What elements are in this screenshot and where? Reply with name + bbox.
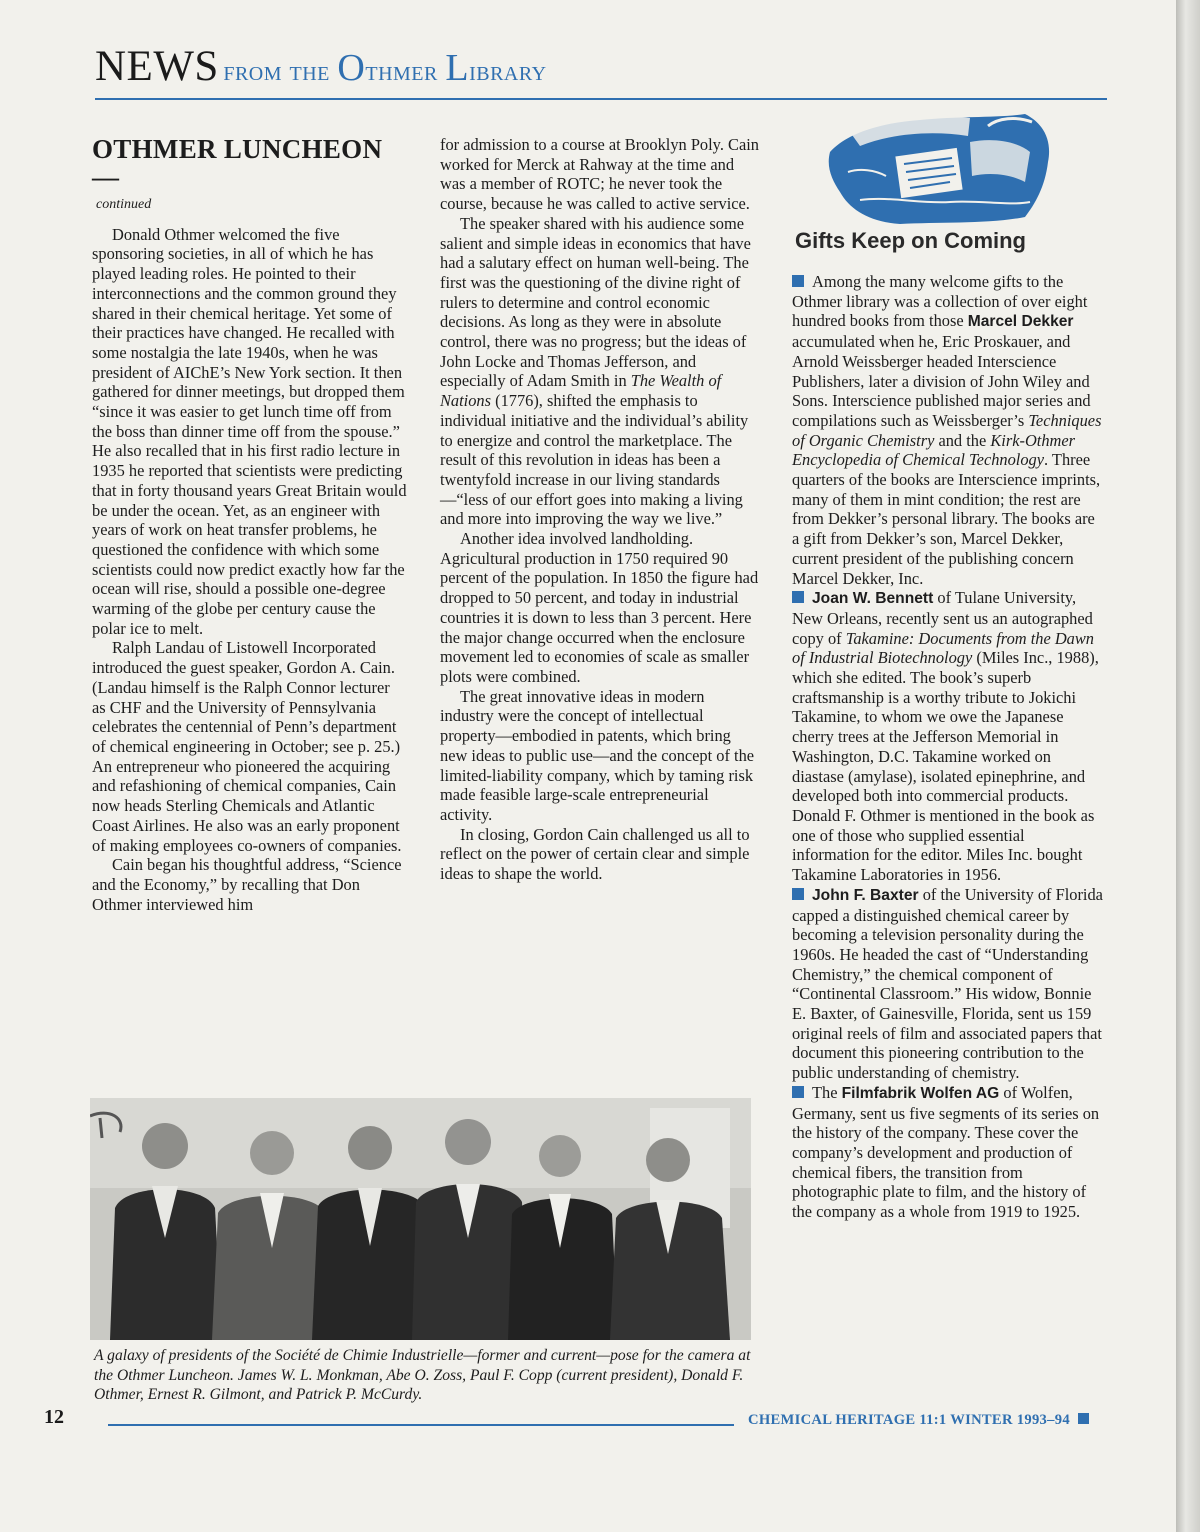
article-paragraph: The speaker shared with his audience some salient and simple ideas in economics that have had a salutary effect on human well-being. The first was the questioning of the divine right of rulers to determine and control economic decisions. As long as they were in absolute control, there was no progress; but the ideas of John Locke and Thomas Jefferson, and especially of Adam Smith in The Wealth of Nations (1776), shifted the emphasis to individual initiative and the individual’s ability to energize and control the marketplace. The result of this revolution in ideas has been a twentyfold increase in our living standards—“less of our effort goes into making a living and more into improving the way we live.” — [440, 213, 751, 529]
gift-item: The Filmfabrik Wolfen AG of Wolfen, Germany, sent us five segments of its series on the history of the company. These cover the company’s development and production of chemical fibers, the transition from photographic plate to film, and the history of the company as a whole from 1919 to 1925. — [792, 1082, 1100, 1222]
photo-caption: A galaxy of presidents of the Société de Chimie Industrielle—former and current—pose for the camera at the Othmer Luncheon. James W. L. Monkman, Abe O. Zoss, Paul F. Copp (current president), Donald F. Othmer, Ernest R. Gilmont, and Patrick P. McCurdy. — [94, 1347, 751, 1404]
book-title: Techniques of Organic Chemistry — [792, 410, 1102, 450]
article-title: OTHMER LUNCHEON— — [92, 134, 383, 192]
book-title: The Wealth of Nations — [440, 371, 722, 411]
page-number: 12 — [44, 1406, 64, 1428]
masthead-rule — [95, 98, 1107, 100]
bullet-square-icon — [792, 888, 804, 900]
article-paragraph: Cain began his thoughtful address, “Science and the Economy,” by recalling that Don Othmer interviewed him — [92, 855, 402, 914]
publication-footer: CHEMICAL HERITAGE 11:1 WINTER 1993–94 — [748, 1412, 1089, 1429]
donor-name: John F. Baxter — [812, 886, 919, 904]
book-title: Kirk-Othmer Encyclopedia of Chemical Technology — [792, 430, 1076, 470]
group-photo — [90, 1098, 751, 1340]
binding-edge — [1176, 0, 1200, 1532]
bullet-square-icon — [1078, 1413, 1089, 1424]
article-paragraph: The great innovative ideas in modern industry were the concept of intellectual property—embodied in patents, which bring new ideas to public use—and the concept of the limited-liability company, which by taming risk made feasible large-scale entrepreneurial activity. — [440, 686, 755, 824]
gift-item: Among the many welcome gifts to the Othmer library was a collection of over eight hundred books from those Marcel Dekker accumulated when he, Eric Proskauer, and Arnold Weissberger headed Interscience Publishers, later a division of John Wiley and Sons. Interscience published major series and compilations such as Weissberger’s Techniques of Organic Chemistry and the Kirk-Othmer Encyclopedia of Chemical Technology. Three quarters of the books are Interscience imprints, many of them in mint condition; the rest are from Dekker’s personal library. The books are a gift from Dekker’s son, Marcel Dekker, current president of the publishing concern Marcel Dekker, Inc. — [792, 272, 1102, 588]
article-paragraph: In closing, Gordon Cain challenged us all to reflect on the power of certain clear and simple ideas to shape the world. — [440, 824, 750, 884]
books-illustration — [820, 112, 1060, 227]
gift-item: Joan W. Bennett of Tulane University, New Orleans, recently sent us an autographed copy of Takamine: Documents from the Dawn of Industrial Biotechnology (Miles Inc., 1988), which she edited. The book’s superb craftsmanship is a worthy tribute to Jokichi Takamine, to whom we owe the Japanese cherry trees at the Jefferson Memorial in Washington, D.C. Takamine worked on diastase (amylase), isolated epinephrine, and developed both into commercial products. Donald F. Othmer is mentioned in the book as one of those who supplied essential information for the editor. Miles Inc. bought Takamine Laboratories in 1956. — [792, 588, 1099, 885]
article-paragraph: Ralph Landau of Listowell Incorporated introduced the guest speaker, Gordon A. Cain. (Landau himself is the Ralph Connor lecturer as CHF and the University of Pennsylvania celebrates the centennial of Penn’s department of chemical engineering in October; see p. 25.) An entrepreneur who pioneered the acquiring and refashioning of chemical companies, Cain now heads Sterling Chemicals and Atlantic Coast Airlines. He also was an early proponent of making employees co-owners of companies. — [92, 638, 402, 855]
article-paragraph: for admission to a course at Brooklyn Poly. Cain worked for Merck at Rahway at the time and was a member of ROTC; he never took the course, because he was called to active service. — [440, 135, 759, 214]
bullet-square-icon — [792, 591, 804, 603]
gift-item: John F. Baxter of the University of Florida capped a distinguished chemical career by becoming a television personality during the 1960s. He headed the cast of “Understanding Chemistry,” the chemical component of “Continental Classroom.” His widow, Bonnie E. Baxter, of Gainesville, Florida, sent us 159 original reels of film and associated papers that document this pioneering contribution to the public understanding of chemistry. — [792, 884, 1103, 1083]
gifts-title: Gifts Keep on Coming — [795, 228, 1026, 253]
gifts-column — [792, 272, 1105, 1222]
article-paragraph: Another idea involved landholding. Agricultural production in 1750 required 90 percent of the population. In 1850 the figure had dropped to 50 percent, and today in industrial countries it is down to less than 3 percent. Here the major change occurred when the enclosure movement led to economies of scale as smaller plots were combined. — [440, 529, 759, 686]
book-title: Takamine: Documents from the Dawn of Industrial Biotechnology — [792, 628, 1094, 668]
footer-rule — [108, 1424, 734, 1426]
bullet-square-icon — [792, 275, 804, 287]
masthead — [95, 42, 547, 91]
masthead-from-the: from the Othmer Library — [223, 47, 547, 89]
group-photo-image — [90, 1098, 751, 1340]
article-column-2 — [440, 135, 760, 884]
article-paragraph: Donald Othmer welcomed the five sponsoring societies, in all of which he has played leading roles. He pointed to their interconnections and the common ground they shared in their chemical heritage. Yet some of their practices have changed. He recalled with some nostalgia the late 1940s, when he was president of AIChE’s New York section. It then gathered for dinner meetings, but dropped them “since it was easier to get lunch time off from the boss than dinner time off from the spouse.” He also recalled that in his first radio lecture in 1935 he reported that scientists were predicting that in forty thousand years Great Britain would be under the ocean. Yet, as an engineer with years of work on heat transfer problems, he questioned the confidence with which some scientists could now predict exactly how far the ocean will rise, should a possible one-degree warming of the globe per century cause the polar ice to melt. — [92, 224, 407, 638]
donor-name: Marcel Dekker — [967, 313, 1074, 331]
continued-label: continued — [96, 197, 152, 212]
donor-name: Joan W. Bennett — [812, 590, 934, 608]
article-column-1 — [92, 135, 407, 914]
donor-name: Filmfabrik Wolfen AG — [841, 1084, 1000, 1102]
masthead-news: NEWS — [95, 43, 219, 90]
bullet-square-icon — [792, 1086, 804, 1098]
